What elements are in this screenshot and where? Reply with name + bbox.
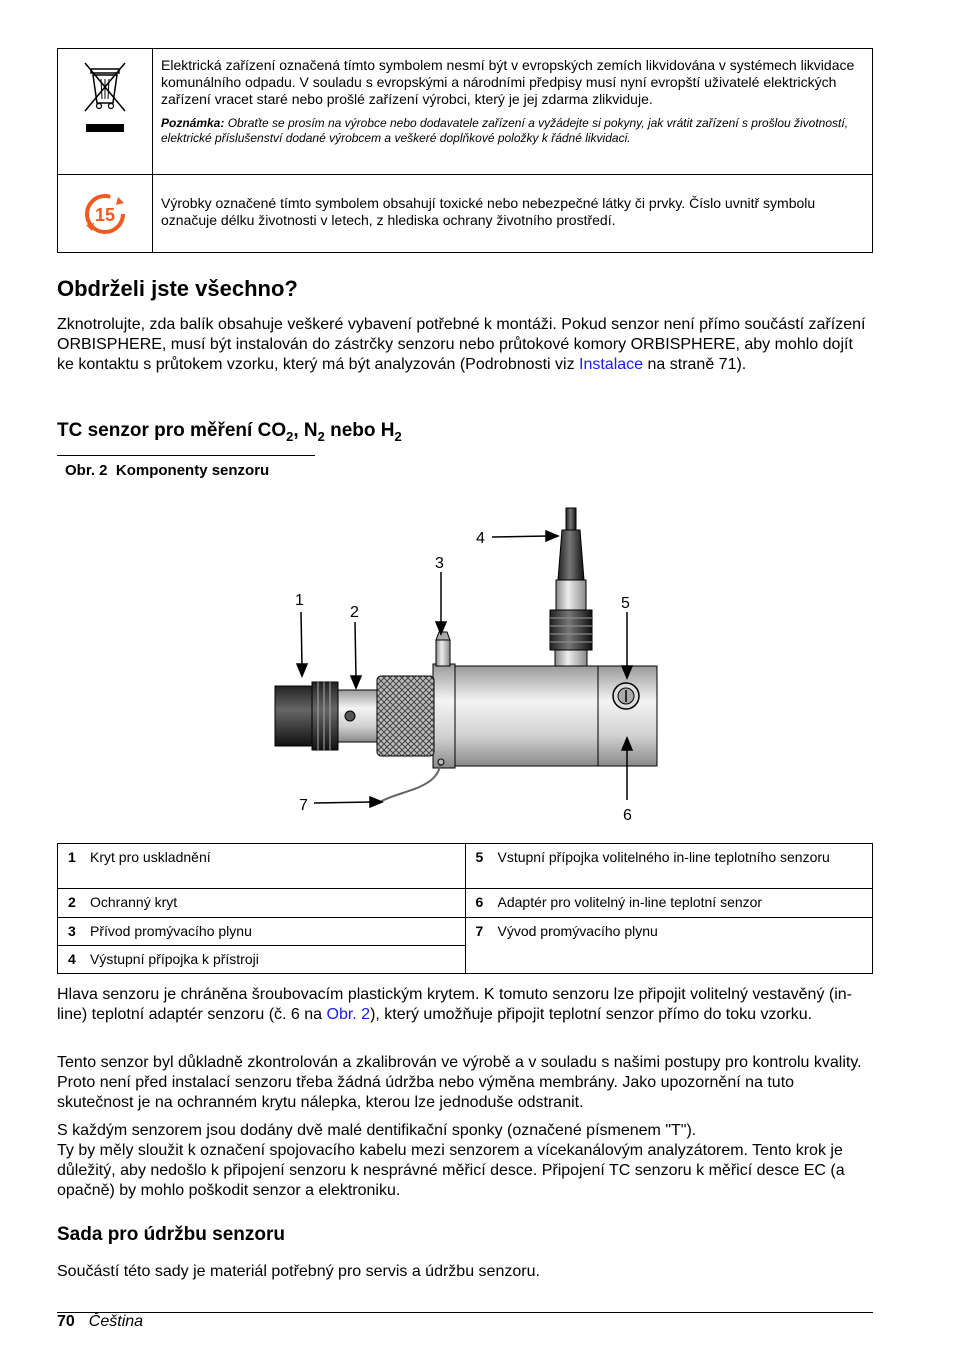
purge-inlet-fitting	[436, 640, 450, 666]
weee-description	[153, 49, 873, 175]
component-num: 6	[475, 894, 484, 910]
weee-note	[161, 116, 864, 146]
component-num: 5	[475, 849, 484, 865]
component-label: Přívod promývacího plynu	[90, 923, 252, 939]
figure-caption	[57, 455, 315, 479]
sensor-figure	[260, 500, 680, 830]
callout-5: 5	[621, 595, 630, 612]
component-2	[58, 889, 466, 918]
callout-3: 3	[435, 555, 444, 572]
para1-text-a: Hlava senzoru je chráněna šroubovacím plastickým krytem. K tomuto senzoru lze připojit volitelný vestavěný (in-line) teplotní adaptér senzoru (č. 6 na	[57, 986, 852, 1023]
page-footer	[57, 1313, 143, 1331]
contents-paragraph	[57, 315, 873, 375]
page-number: 70	[57, 1313, 75, 1330]
component-num: 4	[68, 951, 76, 967]
collar-ring	[433, 664, 455, 768]
callout-1: 1	[295, 592, 304, 609]
section-title-contents: Obdrželi jste všechno?	[57, 276, 298, 301]
para3-line-2: Ty by měly sloužit k označení spojovacího kabelu mezi senzorem a vícekanálovým analyzátorem. Tento krok je důležitý, aby nedošlo k připojení senzoru k nesprávné měřicí desce. Připojení TC senzoru k měřicí desce EC (a opačně) by mohlo poškodit senzor a elektroniku.	[57, 1142, 845, 1199]
section-title-maintenance-kit: Sada pro údržbu senzoru	[57, 1224, 286, 1245]
component-1	[58, 844, 466, 889]
figure-title: Komponenty senzoru	[115, 462, 270, 479]
callout-6: 6	[623, 807, 632, 824]
section-title-tc-sensor	[57, 420, 402, 444]
component-num: 7	[475, 923, 484, 939]
contents-text-1: Zknotrolujte, zda balík obsahuje veškeré vybavení potřebné k montáži. Pokud senzor není přímo součástí zařízení ORBISPHERE, musí být instalován do zástrčky senzoru nebo průtokové komory ORBISPHERE, aby mohlo dojít ke kontaktu s průtokem vzorku, který má být analyzován (Podrobnosti viz	[57, 316, 866, 373]
components-table	[57, 843, 873, 974]
title-part-a: TC senzor pro měření CO	[57, 420, 287, 441]
efup-symbol-cell	[58, 175, 153, 253]
component-num: 3	[68, 923, 76, 939]
temperature-port	[613, 683, 639, 709]
component-num: 2	[68, 894, 76, 910]
protective-cap	[337, 690, 377, 742]
contents-text-2: na straně 71).	[643, 356, 747, 373]
component-label: Adaptér pro volitelný in-line teplotní senzor	[497, 894, 763, 910]
sensor-head-paragraph	[57, 985, 873, 1025]
efup-number: 15	[94, 205, 116, 225]
component-label: Vstupní přípojka volitelného in-line teplotního senzoru	[497, 849, 830, 865]
efup-15-icon	[80, 189, 130, 239]
note-text: Obraťte se prosím na výrobce nebo dodavatele zařízení a vyžádejte si pokyny, jak vrátit zařízení s prošlou životností, elektrické příslušenství dodané výrobcem a veškeré doplňkové položky k řádné likvidaci.	[161, 116, 849, 145]
knurled-nut	[377, 676, 434, 756]
title-part-b: , N	[293, 420, 318, 441]
footer-language: Čeština	[88, 1313, 144, 1330]
title-part-c: nebo H	[324, 420, 395, 441]
output-connector	[550, 508, 592, 666]
figure-label: Obr. 2	[65, 462, 108, 479]
weee-text: Elektrická zařízení označená tímto symbolem nesmí být v evropských zemích likvidována v systémech likvidace komunálního odpadu. V souladu s evropskými a národními předpisy musí nyní evropští uživatelé elektrických zařízení vracet staré nebo prošlé zařízení výrobci, který je jej zdarma zlikviduje.	[161, 57, 855, 107]
installation-link[interactable]: Instalace	[579, 356, 644, 373]
component-label: Výstupní přípojka k přístroji	[90, 951, 259, 967]
component-3	[58, 918, 466, 946]
component-6	[465, 889, 873, 918]
title-sub-c: 2	[394, 428, 402, 444]
para1-text-b: ), který umožňuje připojit teplotní senzor přímo do toku vzorku.	[370, 1006, 813, 1023]
callout-2: 2	[350, 604, 359, 621]
storage-cap	[275, 682, 338, 750]
calibration-paragraph: Tento senzor byl důkladně zkontrolován a zkalibrován ve výrobě a v souladu s našimi postupy pro kontrolu kvality. Proto není před instalací senzoru třeba žádná údržba nebo výměna membrány. Jako upozornění na tuto skutečnost je na ochranném krytu nálepka, kterou lze jednoduše odstranit.	[57, 1054, 862, 1111]
weee-symbol-cell	[58, 49, 153, 175]
maintenance-kit-paragraph: Součástí této sady je materiál potřebný pro servis a údržbu senzoru.	[57, 1263, 540, 1280]
symbols-table	[57, 48, 873, 253]
component-label: Vývod promývacího plynu	[497, 923, 658, 939]
note-label: Poznámka:	[161, 116, 225, 130]
component-num: 1	[68, 849, 76, 865]
callout-7: 7	[299, 797, 308, 814]
title-sub-b: 2	[317, 428, 325, 444]
footer-divider	[57, 1312, 873, 1313]
title-sub-a: 2	[286, 428, 294, 444]
efup-description	[153, 175, 873, 253]
crossed-bin-icon	[75, 59, 135, 139]
id-clips-paragraph	[57, 1121, 873, 1201]
efup-text: Výrobky označené tímto symbolem obsahují toxické nebo nebezpečné látky či prvky. Číslo uvnitř symbolu označuje délku životnosti v letech, z hlediska ochrany životního prostředí.	[161, 195, 816, 228]
callout-4: 4	[476, 530, 485, 547]
para3-line-1: S každým senzorem jsou dodány dvě malé dentifikační sponky (označené písmenem "T").	[57, 1122, 697, 1139]
component-label: Kryt pro uskladnění	[90, 849, 211, 865]
component-4	[58, 946, 466, 974]
purge-outlet-tube	[380, 760, 441, 802]
figure-2-link[interactable]: Obr. 2	[326, 1006, 371, 1023]
component-7	[465, 918, 873, 974]
component-5	[465, 844, 873, 889]
component-label: Ochranný kryt	[90, 894, 178, 910]
